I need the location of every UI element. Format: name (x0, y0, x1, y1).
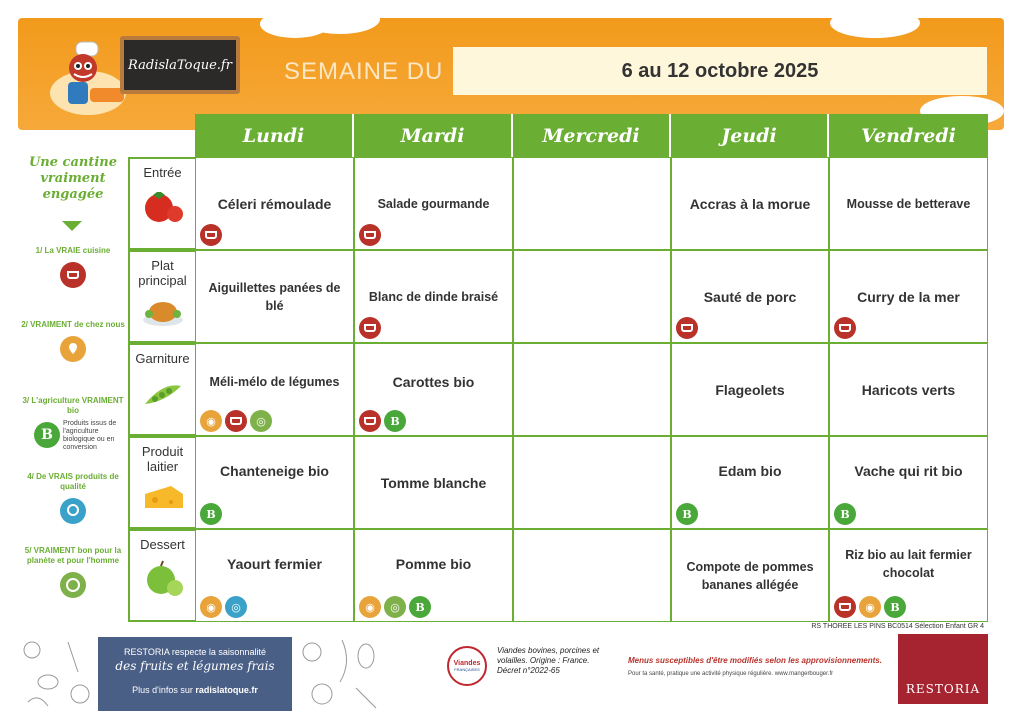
pot-icon (359, 224, 381, 246)
quality-medal-icon: ◎ (225, 596, 247, 618)
menu-cell (195, 343, 354, 436)
dish-name: Edam bio (718, 462, 782, 479)
bio-b-icon: B (834, 503, 856, 525)
category-label: Garniture (135, 351, 190, 366)
pot-icon (225, 410, 247, 432)
dish-name: Mousse de betterave (846, 196, 971, 211)
local-map-icon: ◉ (200, 410, 222, 432)
menu-cell (671, 250, 829, 343)
menu-cell (671, 436, 829, 529)
category-label: Plat principal (138, 258, 187, 288)
tomato-icon (141, 186, 185, 226)
dish-name: Accras à la morue (689, 195, 811, 212)
day-header-mardi: Mardi (354, 114, 513, 157)
pot-icon (676, 317, 698, 339)
dish-name: Haricots verts (861, 381, 956, 398)
roast-chicken-icon (141, 290, 185, 330)
menu-cell (829, 529, 988, 622)
pot-icon (834, 317, 856, 339)
category-label: Dessert (140, 537, 185, 552)
bio-b-icon: B (200, 503, 222, 525)
menu-cell (354, 436, 513, 529)
category-garniture (128, 343, 195, 436)
dish-name: Vache qui rit bio (854, 462, 963, 479)
menu-reference: RS THOREE LES PINS BC0514 Sélection Enfant GR 4 (811, 623, 984, 630)
category-plat (128, 250, 195, 343)
dish-name: Flageolets (715, 381, 785, 398)
pot-icon (834, 596, 856, 618)
radislatoque-link[interactable]: radislatoque.fr (195, 685, 258, 695)
planet-icon (60, 572, 86, 598)
vf-logo-text: Viandes (453, 660, 481, 667)
banner-link-line (98, 685, 292, 695)
category-dessert (128, 529, 195, 622)
day-header-lundi: Lundi (195, 114, 354, 157)
planet-icon: ◎ (250, 410, 272, 432)
banner-link-prefix: Plus d'infos sur (132, 685, 196, 695)
category-entree (128, 157, 195, 250)
banner-line: des fruits et légumes frais (115, 659, 275, 673)
local-map-icon: ◉ (859, 596, 881, 618)
menu-cell (829, 436, 988, 529)
category-laitier (128, 436, 195, 529)
date-range: 6 au 12 octobre 2025 (453, 47, 987, 95)
menu-cell (195, 436, 354, 529)
category-label: Produit laitier (141, 444, 184, 474)
menu-cell (829, 250, 988, 343)
menu-cell (354, 529, 513, 622)
vegetable-doodle-icon (18, 632, 98, 716)
bio-b-icon: B (409, 596, 431, 618)
local-map-icon (60, 336, 86, 362)
dish-name: Méli-mélo de légumes (209, 374, 340, 389)
vf-logo-subtext: FRANÇAISES (454, 667, 480, 672)
planet-icon: ◎ (384, 596, 406, 618)
bio-b-icon: B (884, 596, 906, 618)
menu-cell (829, 343, 988, 436)
menu-cell-empty (513, 157, 671, 250)
cheese-icon (141, 476, 185, 516)
pot-icon (359, 317, 381, 339)
pillar-qualite (18, 472, 128, 524)
cloud-decoration (830, 8, 920, 38)
day-header-vendredi: Vendredi (829, 114, 988, 157)
radislatoque-logo (120, 36, 240, 94)
menu-cell (829, 157, 988, 250)
peas-icon (141, 372, 185, 412)
modification-notice: Menus susceptibles d'être modifiés selon les approvisionnements. (628, 656, 882, 665)
cloud-decoration (300, 4, 380, 34)
pillar-label: 3/ L'agriculture VRAIMENT bio (22, 396, 124, 415)
menu-cell-empty (513, 529, 671, 622)
day-header-jeudi: Jeudi (671, 114, 829, 157)
viandes-origine-text: Viandes bovines, porcines et volailles. Origine : France. Décret n°2022-65 (497, 646, 600, 675)
pillar-vraie-cuisine (18, 246, 128, 288)
banner-line: RESTORIA respecte la saisonnalité (124, 647, 266, 657)
sidebar-title: Une cantine vraiment engagée (28, 155, 118, 202)
pot-icon (359, 410, 381, 432)
category-label: Entrée (143, 165, 182, 180)
dish-name: Carottes bio (392, 373, 475, 390)
menu-cell (195, 250, 354, 343)
pillar-label: 5/ VRAIMENT bon pour la planète et pour l'homme (24, 546, 122, 565)
dish-name: Aiguillettes panées de blé (208, 280, 341, 313)
day-header-mercredi: Mercredi (513, 114, 671, 157)
pillar-planete (18, 546, 128, 598)
dish-name: Yaourt fermier (227, 555, 322, 572)
pot-icon (200, 224, 222, 246)
pillar-chez-nous (18, 320, 128, 362)
bio-b-icon: B (34, 422, 60, 448)
quality-medal-icon (60, 498, 86, 524)
dish-name: Riz bio au lait fermier chocolat (845, 547, 972, 580)
vegetable-doodle-icon (292, 632, 388, 716)
menu-cell (195, 157, 354, 250)
down-triangle-icon (62, 221, 82, 231)
dish-name: Compote de pommes bananes allégée (686, 559, 814, 592)
restoria-logo: RESTORIA (898, 634, 988, 704)
pot-icon (60, 262, 86, 288)
bio-b-icon: B (676, 503, 698, 525)
menu-cell (354, 157, 513, 250)
menu-cell (195, 529, 354, 622)
dish-name: Blanc de dinde braisé (368, 289, 499, 304)
menu-cell (671, 157, 829, 250)
pillar-label: 1/ La VRAIE cuisine (35, 246, 111, 255)
menu-cell (671, 529, 829, 622)
menu-cell (671, 343, 829, 436)
viandes-francaises-logo (447, 646, 487, 686)
dish-name: Pomme bio (395, 555, 472, 572)
dish-name: Salade gourmande (377, 196, 490, 211)
dish-name: Céleri rémoulade (217, 195, 332, 212)
menu-cell-empty (513, 250, 671, 343)
local-map-icon: ◉ (359, 596, 381, 618)
semaine-label: SEMAINE DU (284, 58, 444, 85)
saisonnalite-banner (98, 637, 292, 711)
bio-note: Produits issus de l'agriculture biologique ou en conversion (63, 420, 117, 451)
dish-name: Sauté de porc (703, 288, 797, 305)
bio-b-icon: B (384, 410, 406, 432)
menu-cell (354, 250, 513, 343)
pillar-label: 2/ VRAIMENT de chez nous (21, 320, 125, 329)
pillar-label: 4/ De VRAIS produits de qualité (27, 472, 119, 491)
dish-name: Chanteneige bio (220, 462, 329, 479)
menu-cell-empty (513, 436, 671, 529)
apple-icon (141, 558, 185, 598)
menu-cell-empty (513, 343, 671, 436)
local-map-icon: ◉ (200, 596, 222, 618)
dish-name: Curry de la mer (857, 288, 960, 305)
menu-cell (354, 343, 513, 436)
health-notice: Pour ta santé, pratique une activité physique régulière. www.mangerbouger.fr (628, 671, 834, 677)
dish-name: Tomme blanche (380, 474, 487, 491)
logo-text: RadislaToque.fr (128, 57, 232, 73)
